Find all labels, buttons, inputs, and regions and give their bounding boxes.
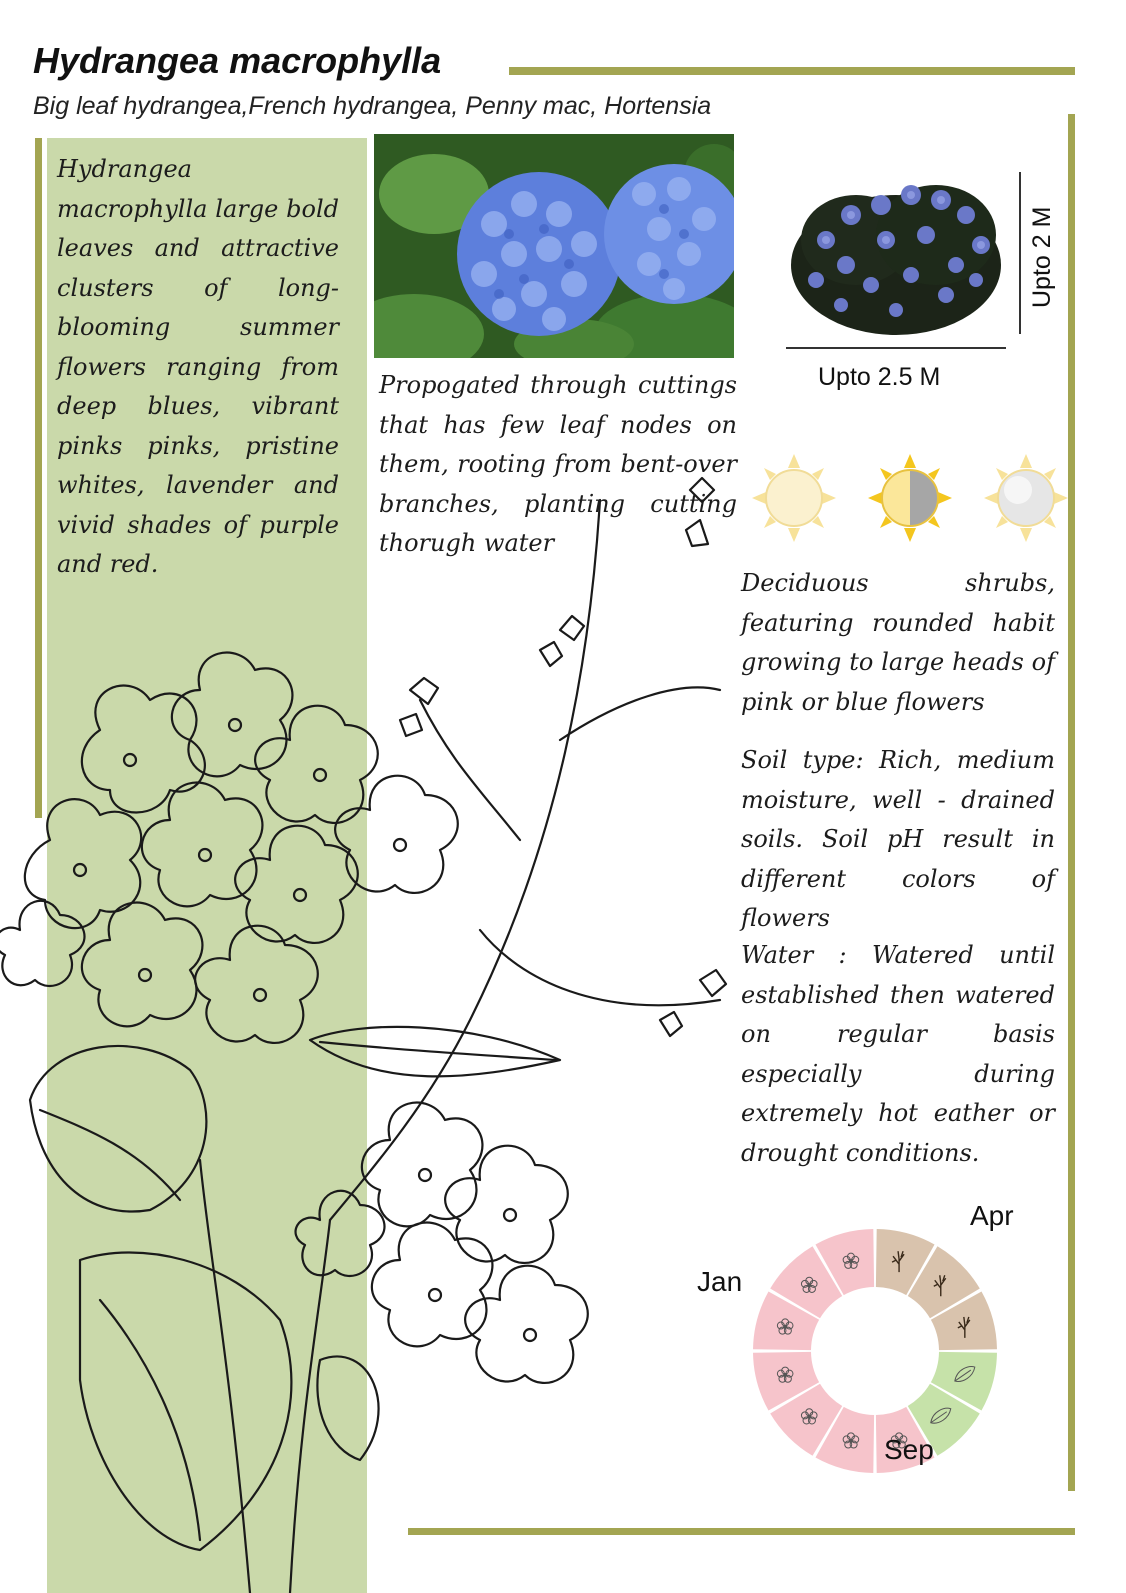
right-rule [1068,114,1075,1491]
sunlight-icons [748,450,1068,546]
seasonal-calendar-wheel [690,1190,1010,1480]
month-label-jan: Jan [697,1266,743,1297]
common-names: Big leaf hydrangea,French hydrangea, Penny mac, Hortensia [33,92,712,120]
hydrangea-photo [374,134,734,358]
height-label: Upto 2 M [1028,206,1056,308]
full-sun-icon [752,454,836,542]
month-label-sep: Sep [884,1434,934,1465]
top-rule [509,67,1075,75]
shrub-silhouette-icon [786,170,1004,340]
full-shade-icon [984,454,1068,542]
page-title: Hydrangea macrophylla [33,40,442,81]
month-label-apr: Apr [970,1200,1014,1231]
water-text: Water : Watered until established then watered on regular basis especially during extremely hot eather or drought conditions. [741,941,1055,1167]
habit-text: Deciduous shrubs, featuring rounded habit growing to large heads of pink or blue flowers [741,569,1055,716]
hydrangea-line-drawing [0,460,760,1593]
width-label: Upto 2.5 M [818,363,941,391]
soil-text: Soil type: Rich, medium moisture, well - drained soils. Soil pH result in different colors of flowers [741,746,1055,932]
intro-description: Hydrangea macrophylla large bold leaves and attractive clusters of long-blooming summer flowers ranging from deep blues, vibrant pinks pinks, pristine whites, lavender and vivid shades of purple and red. [57,155,339,578]
width-dimension-line [786,347,1006,349]
partial-shade-icon [868,454,952,542]
height-dimension-line [1019,172,1021,334]
propagation-text: Propogated through cuttings that has few leaf nodes on them, rooting from bent-over branches, planting cutting thorugh water [379,371,737,557]
